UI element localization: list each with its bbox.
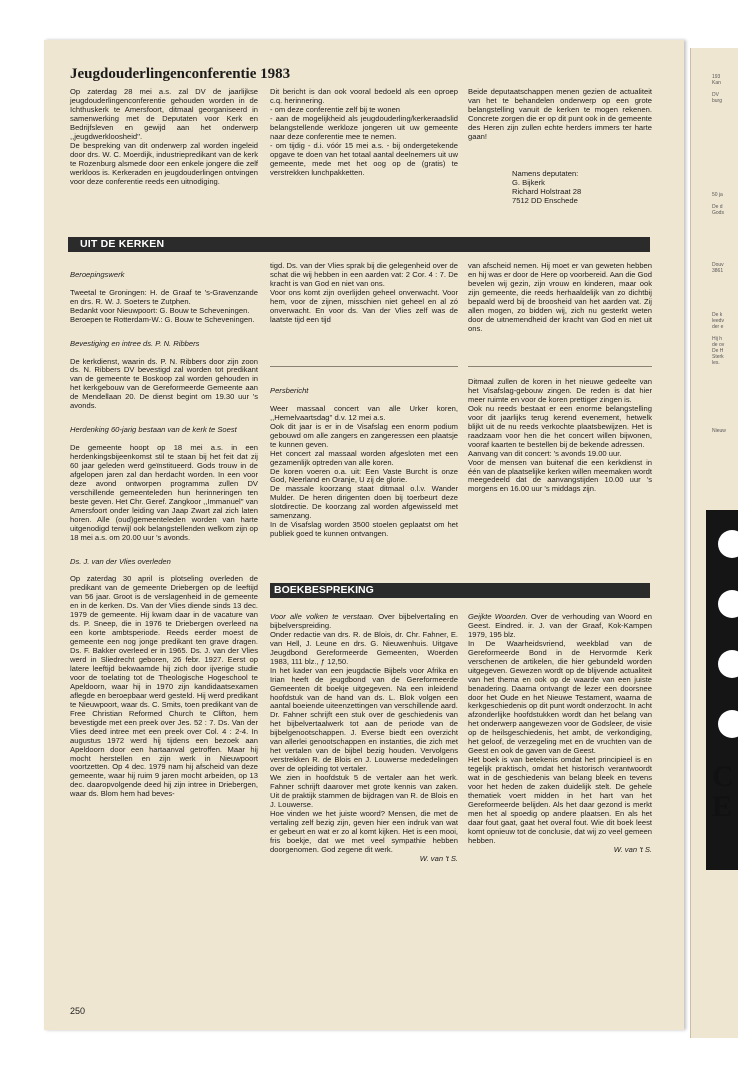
- next-page-fragment: Douv 3861: [712, 262, 724, 274]
- paragraph: Op zaterdag 30 april is plotseling overleden de predikant van de gemeente Driebergen op de leeftijd van 56 jaar. Groot is de verslagenheid in de gemeente en in de kerken. Ds. Van der Vlies diende sinds 13 dec. 1979 de gemeente. Hij kwam daar in de vacature van ds. P. Sneep, die in 1976 te Driebergen overleed na een korte ambtsperiode. Reeds eerder moest de gemeente een nog jonge predikant ten grave dragen. Ds. F. Bakker overleed er in 1965. Ds. J. van der Vlies werd in Sliedrecht geboren, 26 febr. 1927. Eerst op latere leeftijd bekwaamde hij zich door ijverige studie voor de toelating tot de Theologische Hogeschool te Apeldoorn, waar hij in 1970 zijn kandidaatsexamen aflegde en beroepbaar werd gesteld. Hij werd predikant te Nieuwpoort, waar ds. C. Smits, toen predikant van de Free Christian Reformed Church te Clifton, hem bevestigde met een preek over Jes. 52 : 7. Ds. Van der Vlies deed intree met een preek over Col. 4 : 2-4. In augustus 1972 werd hij tijdens een bezoek aan Apeldoorn door een hartaanval getroffen. Maar hij mocht herstellen en zijn werk in Nieuwpoort voortzetten. Op 4 dec. 1979 nam hij afscheid van deze gemeente, waar hij ruim 9 jaren mocht arbeiden, op 13 dec. daaropvolgende deed hij zijn intree in Driebergen, waar ds. Blom hem had beves-: [70, 574, 258, 799]
- section-bar-uit-de-kerken: UIT DE KERKEN: [68, 237, 650, 252]
- conference-col-1: Op zaterdag 28 mei a.s. zal DV de jaarlijkse jeugdouderlingenconferentie gehouden worden in de Ichthuskerk te Amersfoort, ditmaal georganiseerd in samenwerking met de Deputaten voor Kerk en Bedrijfsleven en gewijd aan het onderwerp ,,jeugdwerkloosheid''. De bespreking van dit onderwerp zal worden ingeleid door drs. W. C. Moerdijk, industriepredikant van de kerk te Rozenburg alsmede door een enkele jongere die zelf werkloos is. Kerkeraden en jeugdouderlingen ontvingen voor deze conferentie reeds een uitnodiging.: [70, 87, 258, 186]
- advert-disc: [718, 710, 738, 738]
- conference-col-3: Beide deputaatschappen menen gezien de actualiteit van het te behandelen onderwerp op een grote belangstelling vanuit de kerken te mogen rekenen. Concrete zorgen die er op dit punt ook in de gemeente des Heren zijn zullen echte herders immers ter harte gaan!: [468, 87, 652, 141]
- uit-de-kerken-col-3a: van afscheid nemen. Hij moet er van geweten hebben en hij was er door de Here op voorbereid. Aan die God bevelen wij gezin, zijn vrouw en kinderen, maar ook zijn gemeente, die reeds herhaaldelijk van zo dichtbij bepaald werd bij de broosheid van het aarden vat. Zij allen mogen, zo bidden wij, zich nu gesterkt weten door de uitnemendheid der kracht van God en niet uit ons.: [468, 261, 652, 333]
- advert-disc: [718, 650, 738, 678]
- advert-disc: [718, 590, 738, 618]
- advert-letter: E: [712, 790, 733, 823]
- review-text: Over bijbelvertaling en bijbelverspreiding. Onder redactie van drs. R. de Blois, dr. Chr. Fahner, E. van Hell, J. Leune en drs. G. Nieuwenhuis. Uitgave Jeugdbond Gereformeerde Gemeenten, Woerden 1983, 111 blz., ƒ 12,50. In het kader van een jeugdactie Bijbels voor Afrika en Irian heeft de jeugdbond van de Gereformeerde Gemeenten dit boekje uitgegeven. Na een inleidend hoofdstuk van de hand van ds. L. Blok volgen een aantal boeiende uiteenzettingen van verschillende aard. Dr. Fahner schrijft een stuk over de geschiedenis van het bijbelvertaalwerk tot aan de periode van de bijbelgenootschappen. J. Everse biedt een overzicht van allerlei genootschappen en instanties, die zich met het vertalen van de bijbel bezig houden. Vervolgens verstrekken R. de Blois en J. Louwerse mededelingen over de opleiding tot vertaler. We zien in hoofdstuk 5 de vertaler aan het werk. Fahner schrijft daarover met grote kennis van zaken. Uit de praktijk stammen de bijdragen van R. de Blois en J. Louwerse. Hoe vinden we het juiste woord? Mensen, die met de vertaling zelf bezig zijn, geven hier een indruk van wat er gebeurt en wat er zo al komt kijken. Het is een mooi, fris boekje, dat we met veel sympathie hebben doorgenomen. God zegene dit werk.: [270, 611, 458, 854]
- review-signature: W. van 't S.: [613, 844, 652, 854]
- article-title: Jeugdouderlingenconferentie 1983: [70, 66, 291, 82]
- paragraph: De gemeente hoopt op 18 mei a.s. in een herdenkingsbijeenkomst stil te staan bij het feit dat zij 60 jaar geleden werd geïnstitueerd. Gods trouw in de afgelopen jaren zal dan herdacht worden. In een voor deze avond ontworpen programma zullen DV verschillende gemeenteleden hun herinneringen ten beste geven. Het Chr. Geref. Zangkoor ,,Immanuel'' van Amersfoort onder leiding van Jaap Zwart zal zich laten horen. Alle (oud)gemeenteleden worden van harte uitgenodigd terwijl ook belangstellenden welkom zijn op 18 mei a.s. om 20.00 uur 's avonds.: [70, 443, 258, 542]
- next-page-fragment: 50 ja De d Gods: [712, 192, 724, 216]
- page-number: 250: [70, 1006, 86, 1016]
- review-signature: W. van 't S.: [419, 853, 458, 863]
- review-text: Over de verhouding van Woord en Geest. Eindred. ir. J. van der Graaf, Kok-Kampen 1979, 195 blz. In De Waarheidsvriend, weekblad van de Gereformeerde Bond in de Hervormde Kerk verschenen de artikelen, die hier gebundeld worden uitgegeven. Gewezen wordt op de blijvende actualiteit van het thema en ook op de waarde van een juiste benadering. Daarna ontvangt de lezer een doorsnee door het Oude en het Nieuwe Testament, waarna de kerkgeschiedenis op dit punt wordt onderzocht. In acht afzonderlijke hoofdstukken wordt dan het belang van het onderwerp aangewezen voor de Godsleer, de visie op de heilsgeschiedenis, het ambt, de verkondiging, het geloof, de verzegeling met en de vruchten van de Geest en ook de gaven van de Geest. Het boek is van betekenis omdat het principieel is en tegelijk praktisch, omdat het historisch verantwoordt wat in de geschiedenis van belang bleek en tevens voor het heden de zaken duidelijk stelt. De gehele thematiek voert midden in het hart van het Gereformeerde belijden. Als het daar gezond is merkt men het al spoedig op andere plaatsen. En als het daar fout gaat, gaat het overal fout. Wie dit boek leest komt opnieuw tot de conclusie, dat wij zo veel gemeen hebben.: [468, 611, 653, 845]
- book-title: Geijkte Woorden.: [468, 611, 528, 621]
- paragraph: De kerkdienst, waarin ds. P. N. Ribbers door zijn zoon ds. N. Ribbers DV bevestigd zal worden tot predikant van de gemeente te Boskoop zal worden gehouden in het kerkgebouw van de Gereformeerde Gemeente aan de Mendellaan 20. De dienst begint om 19.30 uur 's avonds.: [70, 356, 258, 411]
- conference-col-2: Dit bericht is dan ook vooral bedoeld als een oproep c.q. herinnering. - om deze conferentie zelf bij te wonen - aan de mogelijkheid als jeugdouderling/kerkeraadslid belangstellende werkloze jongeren uit uw gemeente naar deze conferentie mee te nemen. - om tijdig - d.i. vóór 15 mei a.s. - bij ondergetekende opgave te doen van het totaal aantal deelnemers uit uw gemeente, mede met het oog op de (gratis) te verstrekken lunchpakketten.: [270, 87, 458, 177]
- boekbespreking-col-3: [468, 604, 652, 864]
- uit-de-kerken-col-3b: Ditmaal zullen de koren in het nieuwe gedeelte van het Visafslag-gebouw zingen. De reden is dat hier meer ruimte en voor de koren prettiger zingen is. Ook nu reeds bestaat er een enorme belangstelling voor dit jaarlijks terug kerend evenement, hetwelk blijkt uit de nu reeds verkochte plaatsbewijzen. Het is raadzaam voor hen die het concert willen bijwonen, vooraf kaarten te bestellen bij de bekende adressen. Aanvang van dit concert: 's avonds 19.00 uur. Voor de mensen van buitenaf die een kerkdienst in één van de plaatselijke kerken willen meemaken wordt meegedeeld dat de aanvangstijden 10.00 uur 's morgens en 16.00 uur 's middags zijn.: [468, 377, 652, 494]
- section-bar-boekbespreking: BOEKBESPREKING: [270, 583, 650, 598]
- paragraph: Tweetal te Groningen: H. de Graaf te 's-Gravenzande en drs. R. W. J. Soeters te Zutphen. Bedankt voor Nieuwpoort: G. Bouw te Scheveningen. Beroepen te Rotterdam-W.: G. Bouw te Scheveningen.: [70, 287, 258, 324]
- uit-de-kerken-col-1: [70, 262, 258, 814]
- subheading: Bevestiging en intree ds. P. N. Ribbers: [70, 338, 200, 348]
- subheading: Ds. J. van der Vlies overleden: [70, 556, 171, 566]
- divider: [270, 366, 458, 367]
- next-page-fragment: 193 Kan DV burg: [712, 74, 723, 104]
- subheading: Beroepingswerk: [70, 269, 125, 279]
- subheading: Herdenking 60-jarig bestaan van de kerk te Soest: [70, 425, 237, 435]
- advert-letter: C: [712, 760, 734, 793]
- book-title: Voor alle volken te verstaan.: [270, 611, 374, 621]
- paragraph: Weer massaal concert van alle Urker koren, ,,Hemelvaartsdag'' d.v. 12 mei a.s. Ook dit jaar is er in de Visafslag een enorm podium gebouwd om alle zangers en zangeressen een plaatsje te kunnen geven. Het concert zal massaal worden afgesloten met een gezamenlijk optreden van alle koren. De koren voeren o.a. uit: Een Vaste Burcht is onze God, Neerland en Oranje, U zij de glorie. De massale koorzang staat ditmaal o.l.v. Wander Mulder. De heren dirigenten doen bij toerbeurt deze slotdirectie. De koorzang zal worden afgewisseld met samenzang. In de Visafslag worden 3500 stoelen geplaatst om het publiek goed te kunnen ontvangen.: [270, 403, 458, 539]
- next-page-fragment: Nieuw: [712, 428, 726, 434]
- subheading: Persbericht: [270, 385, 309, 395]
- next-page-fragment: De k leedv der e Hij h de ov De H Sterk les.: [712, 312, 725, 366]
- advert-disc: [718, 530, 738, 558]
- conference-signature: Namens deputaten: G. Bijkerk Richard Holstraat 28 7512 DD Enschede: [512, 169, 582, 205]
- boekbespreking-col-2: [270, 604, 458, 873]
- divider: [468, 366, 652, 367]
- uit-de-kerken-col-2a: tigd. Ds. van der Vlies sprak bij die gelegenheid over de schat die wij hebben in een aarden vat: 2 Cor. 4 : 7. De kracht is van God en niet van ons. Voor ons komt zijn overlijden geheel onverwacht. Voor hem, voor de zijnen, misschien niet geheel en al zó onverwacht. En voor ds. Van der Vlies zelf was de laatste tijd een tijd: [270, 261, 458, 324]
- uit-de-kerken-col-2b: [270, 378, 458, 554]
